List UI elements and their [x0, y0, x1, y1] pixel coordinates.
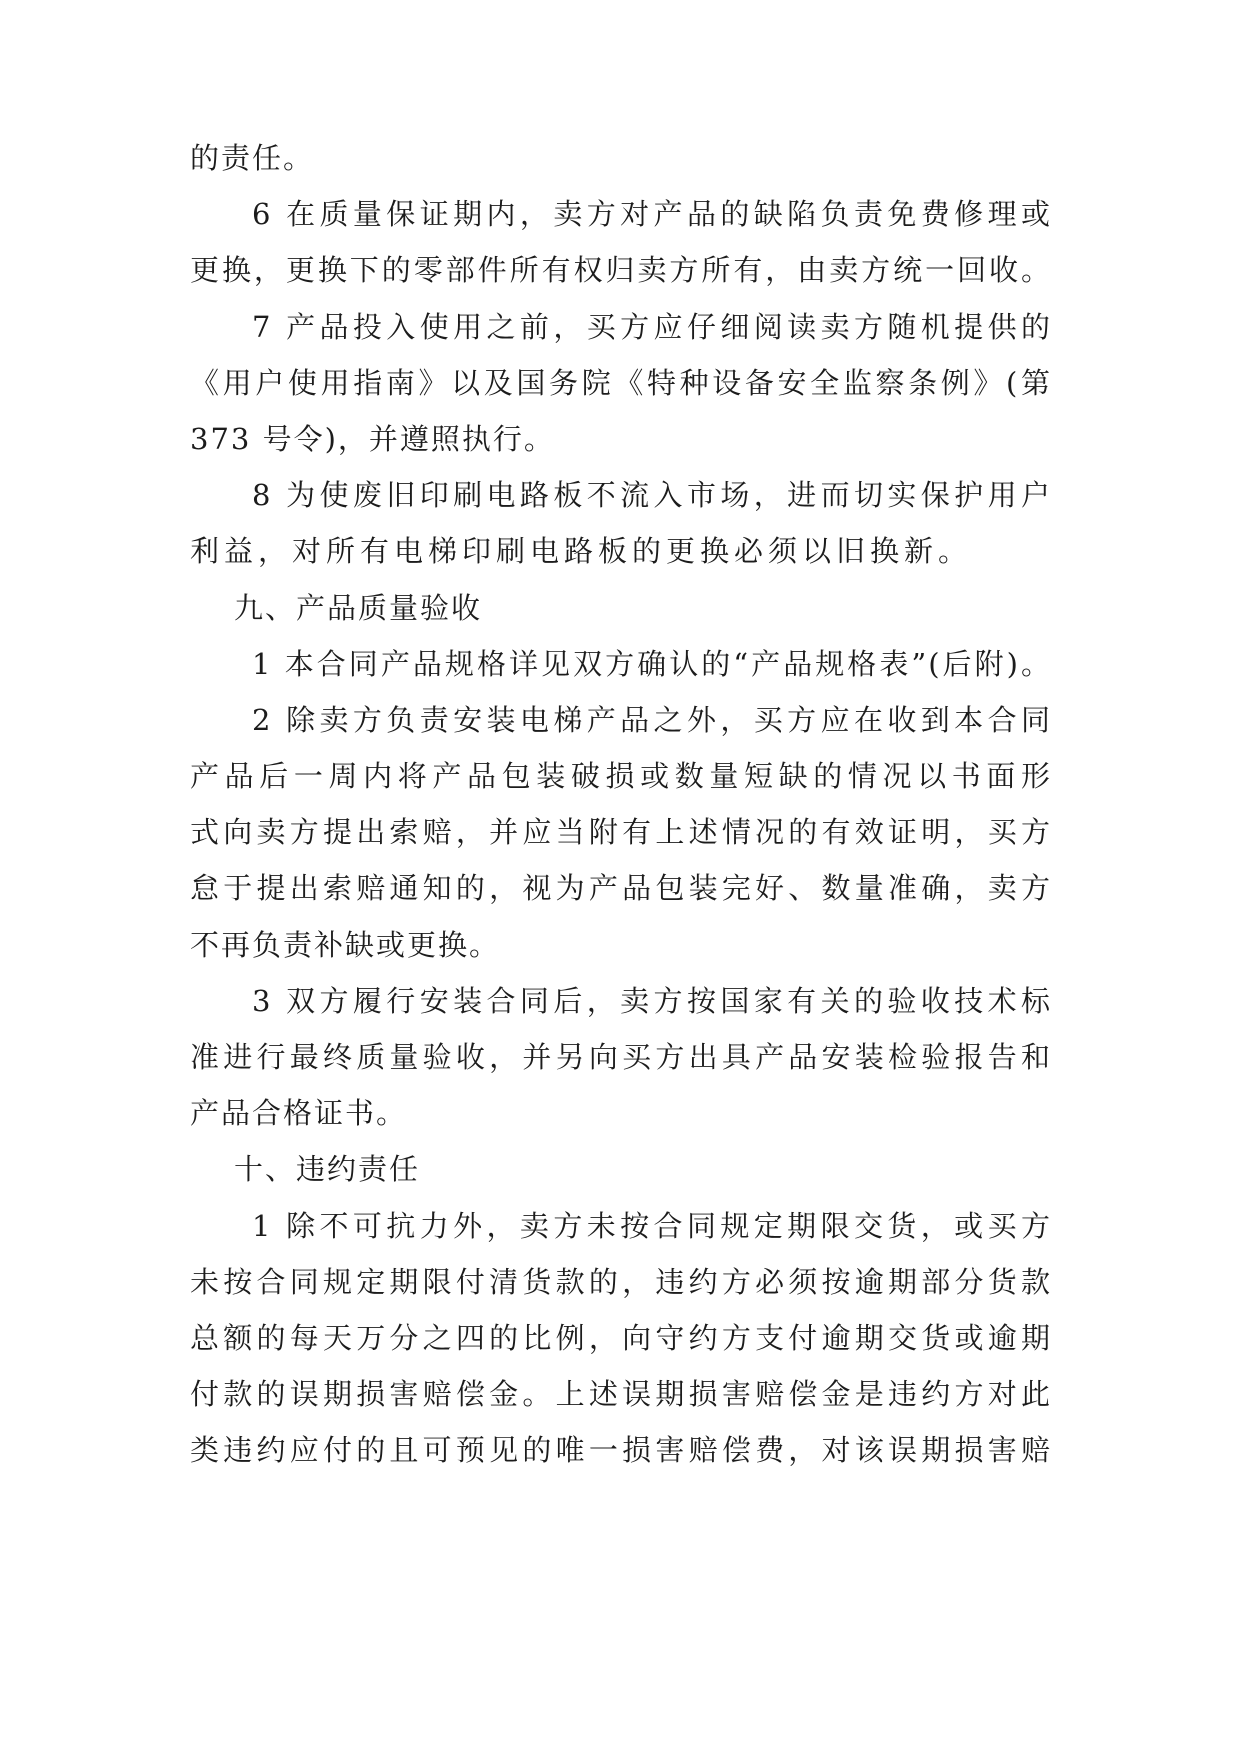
text-line: 更换，更换下的零部件所有权归卖方所有，由卖方统一回收。 — [190, 253, 1052, 288]
text-line: 总额的每天万分之四的比例，向守约方支付逾期交货或逾期 — [190, 1320, 1052, 1355]
text-line: 付款的误期损害赔偿金。上述误期损害赔偿金是违约方对此 — [190, 1377, 1052, 1412]
text-line: 1 除不可抗力外，卖方未按合同规定期限交货，或买方 — [252, 1208, 1052, 1243]
section-heading — [190, 1141, 1052, 1197]
paragraph — [190, 186, 1052, 298]
paragraph — [190, 130, 1052, 186]
text-line: 准进行最终质量验收，并另向买方出具产品安装检验报告和 — [190, 1040, 1052, 1074]
text-line: 类违约应付的且可预见的唯一损害赔偿费，对该误期损害赔 — [190, 1433, 1052, 1468]
text-line: 产品合格证书。 — [190, 1096, 408, 1131]
section-heading-text: 九、产品质量验收 — [234, 590, 483, 625]
paragraph — [190, 467, 1052, 579]
text-line: 式向卖方提出索赔，并应当附有上述情况的有效证明，买方 — [190, 815, 1052, 850]
paragraph — [190, 1198, 1052, 1479]
text-line: 1 本合同产品规格详见双方确认的“产品规格表”(后附)。 — [252, 646, 1052, 681]
text-line: 不再负责补缺或更换。 — [190, 927, 501, 962]
document-body — [190, 130, 1052, 1479]
text-line: 未按合同规定期限付清货款的，违约方必须按逾期部分货款 — [190, 1264, 1052, 1299]
text-line: 利益，对所有电梯印刷电路板的更换必须以旧换新。 — [190, 534, 973, 569]
text-line: 产品后一周内将产品包装破损或数量短缺的情况以书面形 — [190, 759, 1052, 794]
section-heading-text: 十、违约责任 — [234, 1152, 421, 1187]
text-line: 的责任。 — [190, 141, 315, 175]
text-line: 7 产品投入使用之前，买方应仔细阅读卖方随机提供的 — [252, 309, 1052, 344]
paragraph — [190, 636, 1052, 692]
paragraph — [190, 692, 1052, 973]
paragraph — [190, 973, 1052, 1142]
text-line: 6 在质量保证期内，卖方对产品的缺陷负责免费修理或 — [252, 197, 1052, 232]
text-line: 3 双方履行安装合同后，卖方按国家有关的验收技术标 — [252, 983, 1052, 1018]
text-line: 2 除卖方负责安装电梯产品之外，买方应在收到本合同 — [252, 702, 1052, 737]
text-line: 8 为使废旧印刷电路板不流入市场，进而切实保护用户 — [252, 478, 1052, 513]
text-line: 373 号令)，并遵照执行。 — [190, 421, 555, 456]
section-heading — [190, 580, 1052, 636]
paragraph — [190, 299, 1052, 468]
text-line: 怠于提出索赔通知的，视为产品包装完好、数量准确，卖方 — [190, 871, 1052, 906]
text-line: 《用户使用指南》以及国务院《特种设备安全监察条例》(第 — [190, 365, 1052, 400]
